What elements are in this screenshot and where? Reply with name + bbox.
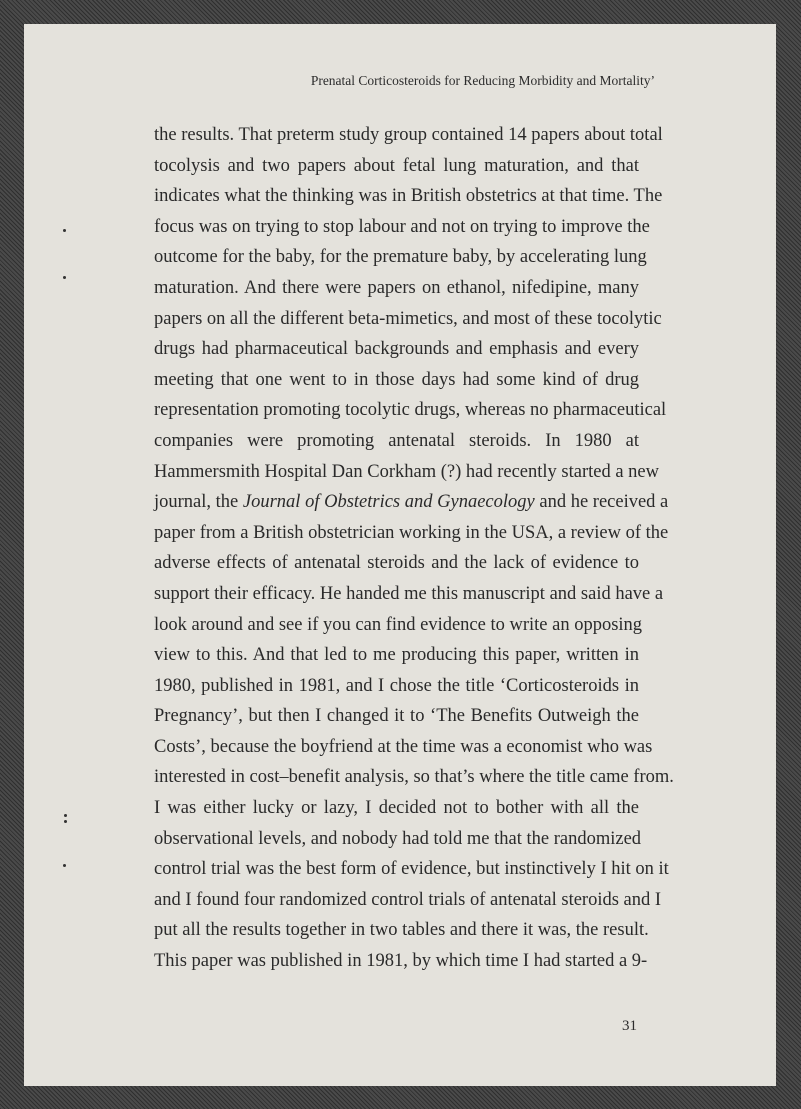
text-line: representation promoting tocolytic drugs, whereas no pharmaceutical [154, 400, 667, 421]
text-line: indicates what the thinking was in British obstetrics at that time. The [154, 186, 663, 207]
text-line: 1980, published in 1981, and I chose the title ‘Corticosteroids in [154, 675, 639, 696]
text-fragment: and he received a [534, 492, 669, 513]
text-line: adverse effects of antenatal steroids and the lack of evidence to [154, 553, 639, 574]
text-line: maturation. And there were papers on ethanol, nifedipine, many [154, 277, 639, 298]
text-line: view to this. And that led to me producing this paper, written in [154, 645, 639, 666]
text-line: outcome for the baby, for the premature baby, by accelerating lung [154, 247, 647, 268]
text-line: and I found four randomized control trials of antenatal steroids and I [154, 889, 662, 910]
text-line: look around and see if you can find evidence to write an opposing [154, 614, 643, 635]
running-header: Prenatal Corticosteroids for Reducing Morbidity and Mortality’ [310, 73, 655, 88]
text-line: I was either lucky or lazy, I decided not to bother with all the [154, 798, 639, 819]
margin-mark [63, 276, 66, 279]
text-line: This paper was published in 1981, by which time I had started a 9- [154, 951, 648, 972]
text-line: companies were promoting antenatal steroids. In 1980 at [154, 430, 639, 451]
margin-mark [63, 864, 66, 867]
text-line: tocolysis and two papers about fetal lung maturation, and that [154, 155, 639, 176]
text-line: papers on all the different beta-mimetics, and most of these tocolytic [154, 308, 662, 329]
text-line: the results. That preterm study group contained 14 papers about total [154, 125, 663, 145]
text-line: Hammersmith Hospital Dan Corkham (?) had recently started a new [154, 461, 659, 482]
margin-mark [64, 814, 67, 817]
text-line: support their efficacy. He handed me this manuscript and said have a [154, 583, 664, 604]
text-line: drugs had pharmaceutical backgrounds and emphasis and every [154, 339, 639, 360]
text-line: interested in cost–benefit analysis, so that’s where the title came from. [154, 767, 674, 788]
document-page [24, 24, 776, 1086]
text-line: Costs’, because the boyfriend at the time was a economist who was [154, 736, 653, 757]
page-number: 31 [622, 1018, 637, 1034]
text-line: focus was on trying to stop labour and not on trying to improve the [154, 216, 650, 237]
text-line [154, 487, 669, 518]
text-line: put all the results together in two tables and there it was, the result. [154, 920, 649, 941]
body-paragraph [154, 120, 674, 977]
text-line: Pregnancy’, but then I changed it to ‘The Benefits Outweigh the [154, 706, 639, 727]
journal-title: Journal of Obstetrics and Gynaecology [242, 492, 535, 513]
margin-mark [64, 820, 67, 823]
text-line: observational levels, and nobody had told me that the randomized [154, 828, 642, 849]
margin-mark [63, 229, 66, 232]
text-line: control trial was the best form of evidence, but instinctively I hit on it [154, 859, 669, 880]
text-fragment: journal, the [154, 492, 243, 513]
text-line: paper from a British obstetrician working in the USA, a review of the [154, 522, 669, 543]
text-line: meeting that one went to in those days had some kind of drug [154, 369, 639, 390]
